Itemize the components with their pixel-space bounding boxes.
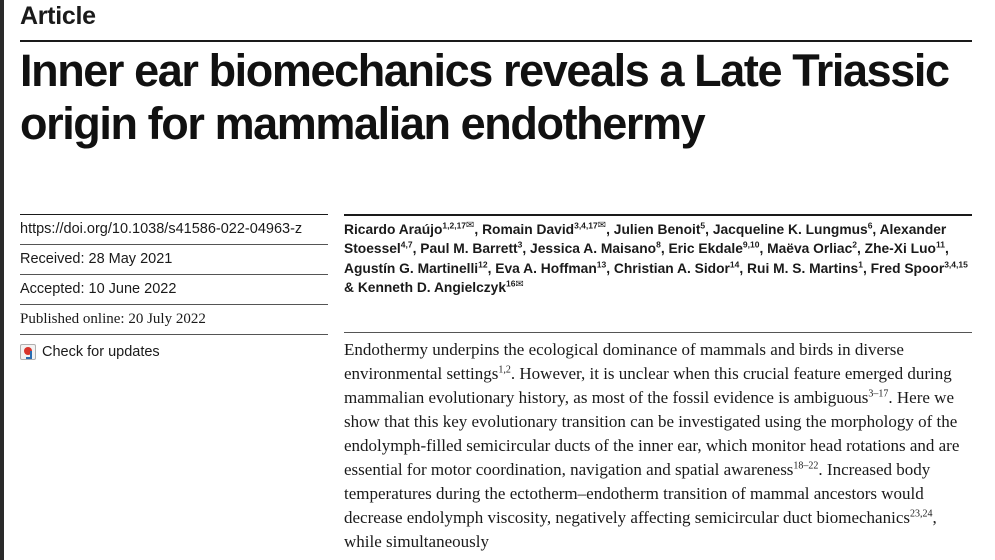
article-title: Inner ear biomechanics reveals a Late Triassic origin for mammalian endothermy — [20, 45, 949, 149]
author-affiliation[interactable]: 14 — [729, 259, 740, 270]
author-affiliation[interactable]: 12 — [478, 259, 488, 270]
header-rule — [20, 40, 972, 42]
author-name[interactable]: Rui M. S. Martins — [747, 260, 859, 276]
citation-reference[interactable]: 23,24 — [910, 508, 933, 520]
author-name[interactable]: Paul M. Barrett — [420, 241, 518, 257]
author-affiliation[interactable]: 9,10 — [742, 239, 760, 250]
citation-reference[interactable]: 1,2 — [498, 364, 511, 376]
author-affiliation[interactable]: 8 — [656, 239, 661, 250]
author-affiliation[interactable]: 3,4,15 — [944, 259, 968, 270]
author-name[interactable]: Eric Ekdale — [668, 241, 743, 257]
author-affiliation[interactable]: 2 — [852, 239, 857, 250]
author-name[interactable]: Maëva Orliac — [767, 241, 853, 257]
author-affiliation[interactable]: 13 — [596, 259, 607, 270]
abstract-text: . However, it is unclear when this crucial feature emerged during mammalian evolutionary history, as most of the fossil evidence is ambiguous — [344, 364, 952, 407]
check-for-updates-button[interactable] — [20, 334, 328, 364]
author-affiliation[interactable]: 1,2,17 — [442, 220, 467, 231]
author-name[interactable]: Zhe-Xi Luo — [864, 241, 936, 257]
abstract-text: Endothermy underpins the ecological dominance of mammals and birds in diverse environmental settings — [344, 340, 904, 383]
author-affiliation[interactable]: 5 — [700, 220, 706, 231]
author-name[interactable]: Romain David — [482, 222, 575, 237]
author-affiliation[interactable]: 16 — [506, 278, 516, 289]
author-name[interactable]: Agustín G. Martinelli — [344, 260, 479, 276]
author-name[interactable]: Christian A. Sidor — [613, 260, 730, 276]
article-metadata — [20, 214, 328, 364]
citation-reference[interactable]: 3–17 — [868, 388, 889, 400]
citation-reference[interactable]: 18–22 — [793, 460, 819, 472]
author-list: Ricardo Araújo$^{1,2,17}$✉, Romain David$^{3,4,17}$✉, Julien Benoit$^5$, Jacqueline K. Lungmus$^6$, Alexander Stoessel$^{4,7}$, Paul M. Barrett$^3$, Jessica A. Maisano$^8$, Eric Ekdale$^{9,10}$, Maëva Orliac$^2$, Zhe-Xi Luo$^{11}$, Agustín G. Martinelli$^{12}$, Eva A. Hoffman$^{13}$, Christian A. Sidor$^{14}$, Rui M. S. Martins$^1$, Fred Spoor$^{3,4,15}$ & Kenneth D. Angielczyk$^{16}$✉ — [344, 220, 968, 296]
section-label: Article — [20, 2, 96, 30]
abstract-text: . Increased body temperatures during the ectotherm–endotherm transition of mammal ancestors would decrease endolymph viscosity, negatively affecting semicircular duct biomechanics — [344, 460, 931, 527]
author-affiliation[interactable]: 1 — [858, 259, 863, 270]
author-name[interactable]: Jessica A. Maisano — [530, 241, 657, 257]
author-name[interactable]: Julien Benoit — [613, 222, 701, 237]
author-name[interactable]: Alexander Stoessel — [344, 222, 947, 257]
authors-rule — [344, 214, 972, 216]
abstract — [344, 338, 974, 554]
author-affiliation[interactable]: 3,4,17 — [574, 220, 598, 231]
author-affiliation[interactable]: 6 — [867, 220, 873, 231]
author-affiliation[interactable]: 4,7 — [400, 239, 413, 250]
author-name[interactable]: Jacqueline K. Lungmus — [712, 222, 868, 237]
author-name[interactable]: Ricardo Araújo — [344, 222, 443, 237]
abstract-rule — [344, 332, 972, 333]
check-for-updates-label: Check for updates — [42, 343, 160, 360]
published-date: Published online: 20 July 2022 — [20, 304, 328, 334]
author-name[interactable]: Fred Spoor — [870, 260, 945, 276]
author-name[interactable]: Kenneth D. Angielczyk — [357, 280, 507, 296]
left-margin-rule — [0, 0, 4, 560]
accepted-date: Accepted: 10 June 2022 — [20, 274, 328, 304]
abstract-text: , while simultaneously — [344, 508, 937, 551]
doi-link[interactable]: https://doi.org/10.1038/s41586-022-04963-z — [20, 214, 328, 244]
received-date: Received: 28 May 2021 — [20, 244, 328, 274]
abstract-text: . Here we show that this key evolutionary transition can be investigated using the morphology of the endolymph-filled semicircular ducts of the inner ear, which monitor head rotations and are essential for motor coordination, navigation and spatial awareness — [344, 388, 960, 479]
author-affiliation[interactable]: 11 — [935, 239, 945, 250]
author-name[interactable]: Eva A. Hoffman — [495, 260, 597, 276]
crossmark-icon — [20, 344, 36, 360]
author-affiliation[interactable]: 3 — [517, 239, 523, 250]
